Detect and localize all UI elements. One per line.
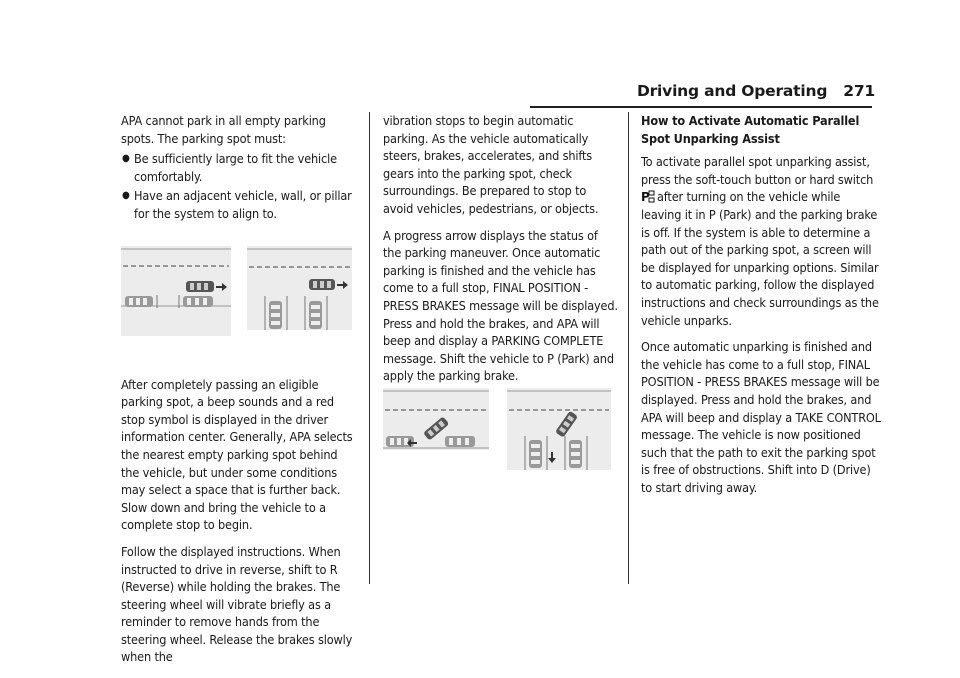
column-3 [641, 112, 881, 505]
intro-paragraph: APA cannot park in all empty parking spots. The parking spot must: [121, 113, 326, 146]
section-heading: How to Activate Automatic Parallel Spot Unparking Assist [641, 113, 860, 146]
car-icon [186, 281, 214, 292]
paragraph: Once automatic unparking is finished and the vehicle has come to a full stop, FINAL POSITION - PRESS BRAKES message will be displayed. Press and hold the brakes, and APA will beep and display a TAKE CONTROL message. The vehicle is now positioned such that the path to exit the parking spot is free of obstructions. Shift into D (Drive) to start driving away. [641, 339, 881, 495]
list-item: ● Be sufficiently large to fit the vehicle comfortably. [122, 151, 337, 184]
figure-perpendicular-spot [247, 246, 352, 330]
section-title: Driving and Operating [636, 82, 828, 100]
paragraph: To activate parallel spot unparking assist, press the soft-touch button or hard switch P after turning on the vehicle while leaving it in P (Park) and the parking brake is off. If the system is able to determine a path out of the parking spot, a screen will be displayed for unparking options. Similar to automatic parking, follow the displayed instructions and check surroundings as the vehicle unparks. [641, 154, 879, 328]
paragraph: After completely passing an eligible parking spot, a beep sounds and a red stop symbol is displayed in the driver information center. Generally, APA selects the nearest empty parking spot behind the vehicle, but under some conditions may select a space that is further back. Slow down and bring the vehicle to a complete stop to begin. [121, 376, 353, 533]
bullet-icon: ● [122, 190, 130, 202]
figure-parallel-unpark [383, 388, 489, 450]
column-divider-1 [369, 112, 370, 584]
column-1 [121, 112, 358, 675]
column-divider-2 [628, 112, 629, 584]
list-item: ● Have an adjacent vehicle, wall, or pillar for the system to align to. [122, 188, 352, 221]
page-number: 271 [843, 82, 875, 100]
parking-assist-icon [641, 189, 655, 204]
paragraph: Follow the displayed instructions. When instructed to drive in reverse, shift to R (Reverse) while holding the brakes. The steering wheel will vibrate briefly as a reminder to remove hands from the steering wheel. Release the brakes slowly when the [121, 543, 353, 665]
paragraph: vibration stops to begin automatic parking. As the vehicle automatically steers, brakes, accelerates, and shifts gears into the parking spot, check surroundings. Be prepared to stop to avoid vehicles, pedestrians, or objects. [383, 113, 599, 216]
car-icon [309, 279, 335, 290]
column-2 [383, 112, 618, 394]
bullet-icon: ● [122, 153, 130, 165]
svg-text:P: P [641, 190, 650, 205]
header-rule [530, 106, 872, 108]
figure-perpendicular-unpark [507, 388, 611, 470]
paragraph: A progress arrow displays the status of the parking maneuver. Once automatic parking is finished and the vehicle has come to a full stop, FINAL POSITION - PRESS BRAKES message will be displayed. Press and hold the brakes, and APA will beep and display a PARKING COMPLETE message. Shift the vehicle to P (Park) and apply the parking brake. [383, 227, 618, 384]
figure-parallel-spot [121, 246, 231, 336]
page-header [637, 82, 875, 100]
